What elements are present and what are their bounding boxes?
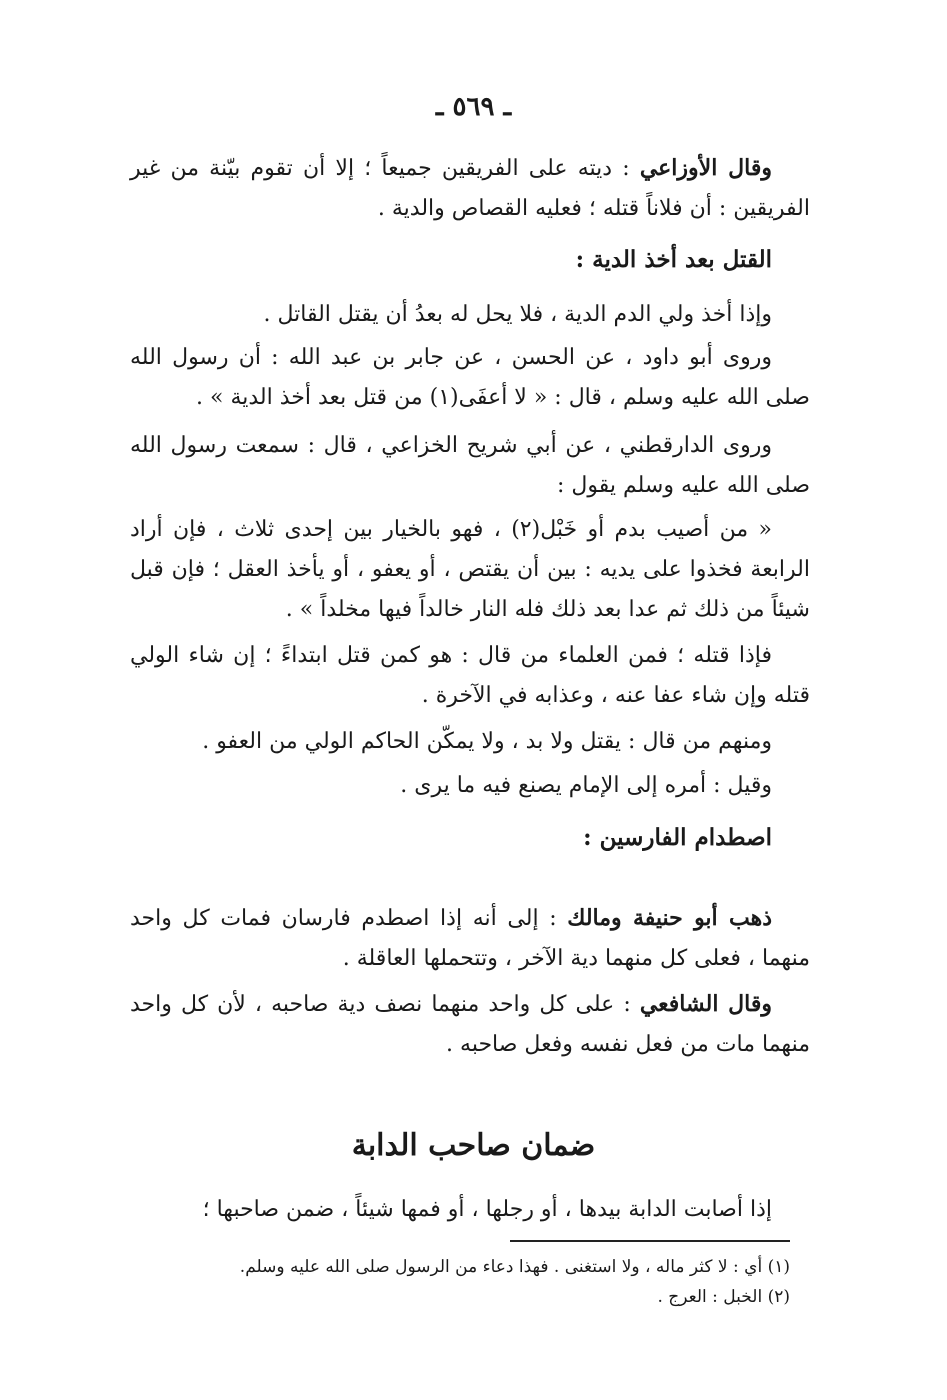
- paragraph-text: : ديته على الفريقين جميعاً ؛ إلا أن تقوم بيّنة من غير الفريقين : أن فلاناً قتله ؛ فعليه القصاص والدية .: [130, 156, 810, 221]
- paragraph: [130, 636, 810, 716]
- footnote-divider: [510, 1240, 790, 1242]
- paragraph: [130, 1190, 810, 1230]
- speaker-label: وقال الأوزاعي: [639, 155, 773, 181]
- paragraph: [130, 338, 810, 418]
- paragraph-text: وروى الدارقطني ، عن أبي شريح الخزاعي ، قال : سمعت رسول الله صلى الله عليه وسلم يقول :: [130, 433, 810, 498]
- speaker-label: ذهب أبو حنيفة ومالك: [567, 905, 772, 931]
- paragraph-text: : إلى أنه إذا اصطدم فارسان فمات كل واحد منهما ، فعلى كل منهما دية الآخر ، وتتحملها العاقلة .: [130, 906, 810, 971]
- subheading: [130, 240, 810, 280]
- paragraph: [130, 295, 810, 335]
- paragraph: [130, 898, 810, 979]
- speaker-label: وقال الشافعي: [639, 991, 772, 1017]
- subheading-text: اصطدام الفارسين :: [583, 824, 772, 851]
- paragraph-text: وقيل : أمره إلى الإمام يصنع فيه ما يرى .: [400, 773, 772, 798]
- paragraph-text: وروى أبو داود ، عن الحسن ، عن جابر بن عبد الله : أن رسول الله صلى الله عليه وسلم ، قال : « لا أعفَى(١) من قتل بعد أخذ الدية » .: [130, 345, 810, 410]
- paragraph: [130, 426, 810, 506]
- paragraph-text: ومنهم من قال : يقتل ولا بد ، ولا يمكّن الحاكم الولي من العفو .: [202, 729, 772, 754]
- page-number: ـ ٥٦٩ ـ: [435, 92, 512, 122]
- paragraph-text: وإذا أخذ ولي الدم الدية ، فلا يحل له بعدُ أن يقتل القاتل .: [263, 302, 772, 327]
- footnote-2: (٢) الخبل : العرج .: [657, 1287, 790, 1307]
- paragraph: [130, 984, 810, 1065]
- paragraph: [130, 510, 810, 630]
- section-title: ضمان صاحب الدابة: [351, 1128, 596, 1163]
- subheading-text: القتل بعد أخذ الدية :: [575, 246, 772, 273]
- paragraph: [130, 722, 810, 762]
- paragraph: [130, 766, 810, 806]
- paragraph: [130, 148, 810, 229]
- paragraph-text: : على كل واحد منهما نصف دية صاحبه ، لأن كل واحد منهما مات من فعل نفسه وفعل صاحبه .: [130, 992, 810, 1057]
- paragraph-text: إذا أصابت الدابة بيدها ، أو رجلها ، أو فمها شيئاً ، ضمن صاحبها ؛: [202, 1197, 772, 1222]
- paragraph-text: « من أصيب بدم أو خَبْل(٢) ، فهو بالخيار بين إحدى ثلاث ، فإن أراد الرابعة فخذوا على يديه : بين أن يقتص ، أو يعفو ، أو يأخذ العقل ؛ فإن قبل شيئاً من ذلك ثم عدا بعد ذلك فله النار خالداً فيها مخلداً » .: [130, 517, 810, 622]
- footnote-1: (١) أي : لا كثر ماله ، ولا استغنى . فهذا دعاء من الرسول صلى الله عليه وسلم.: [239, 1257, 790, 1277]
- footnotes: [130, 1252, 790, 1312]
- subheading: [130, 818, 810, 858]
- paragraph-text: فإذا قتله ؛ فمن العلماء من قال : هو كمن قتل ابتداءً ؛ إن شاء الولي قتله وإن شاء عفا عنه ، وعذابه في الآخرة .: [130, 643, 810, 708]
